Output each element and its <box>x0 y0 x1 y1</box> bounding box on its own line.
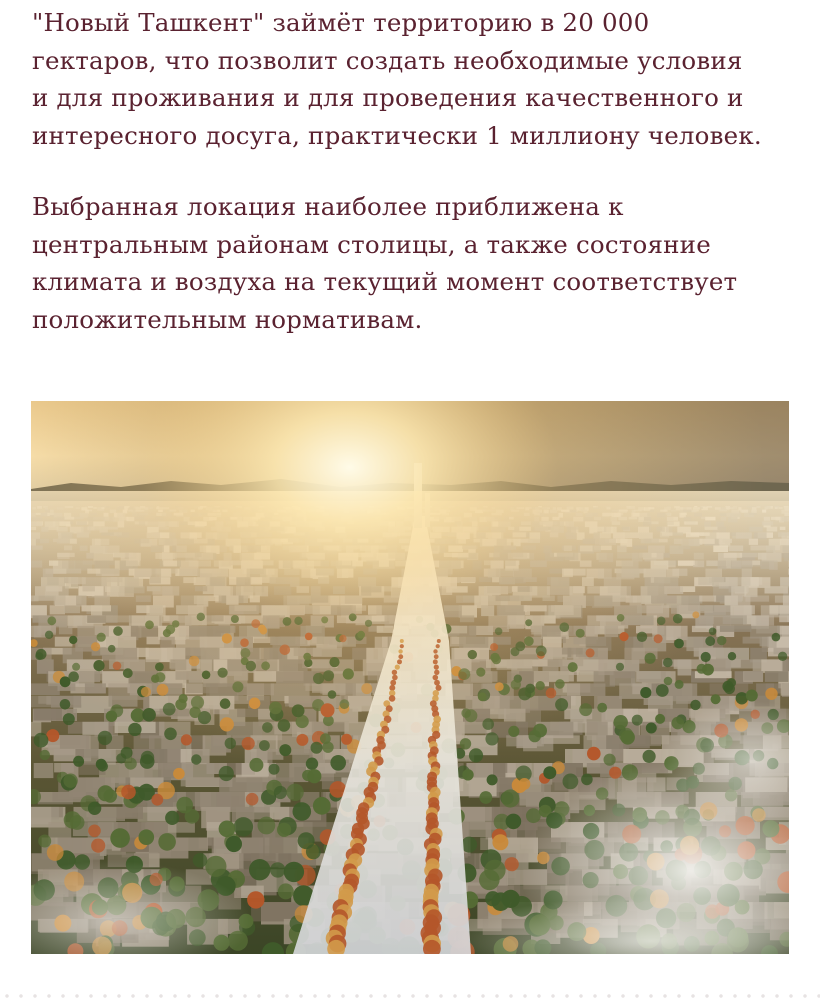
page-divider-dots <box>0 992 820 1000</box>
article-paragraph-2: Выбранная локация наиболее приближена к центральным районам столицы, а также состояние климата и воздуха на текущий момент соответствует положительным нормативам. <box>32 192 738 334</box>
city-aerial-photo <box>31 401 789 954</box>
article-paragraph-1: "Новый Ташкент" займёт территорию в 20 000 гектаров, что позволит создать необходимые условия и для проживания и для проведения качественного и интересного досуга, практически 1 миллиону человек. <box>32 8 762 150</box>
